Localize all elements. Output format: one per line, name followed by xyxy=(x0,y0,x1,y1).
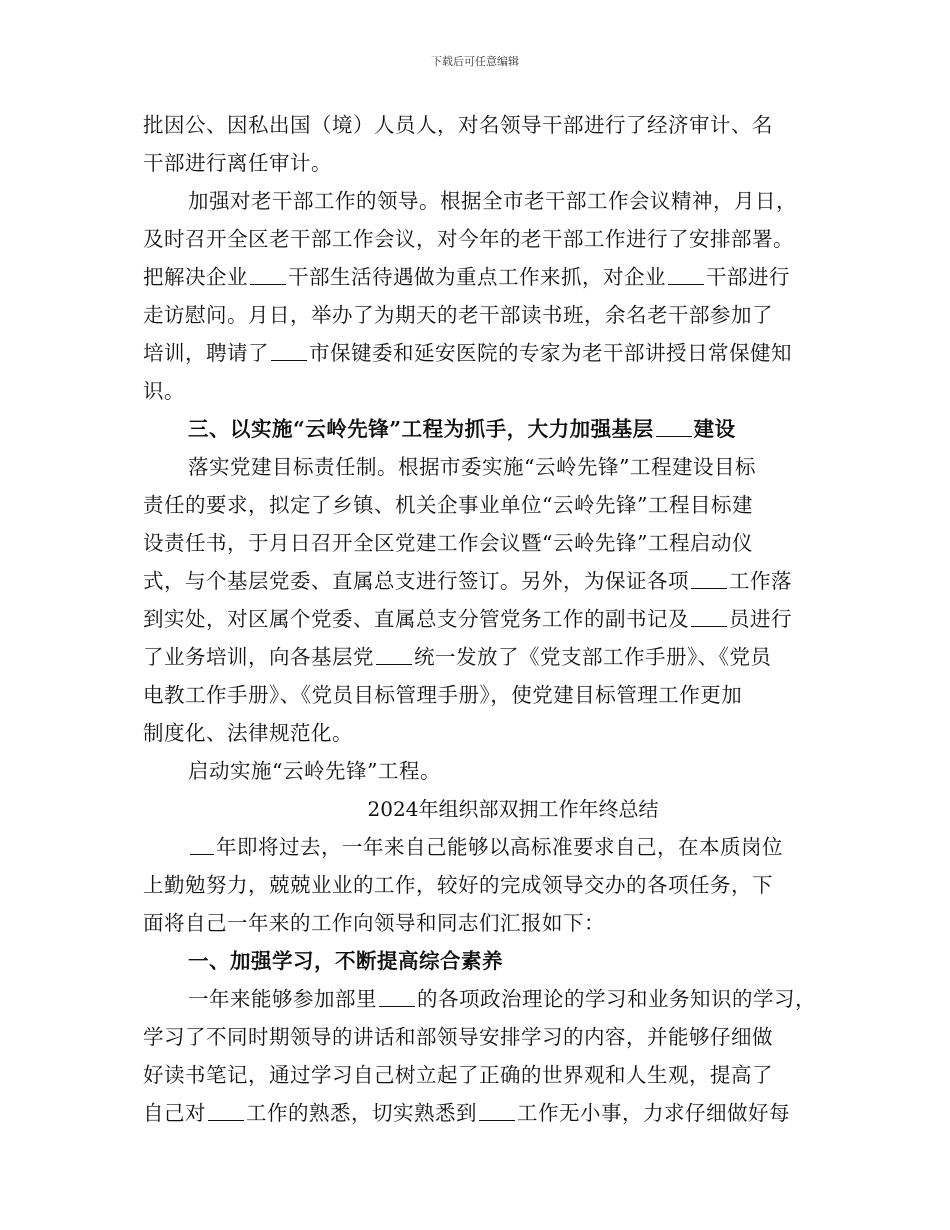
text-line xyxy=(143,182,823,220)
text-line xyxy=(143,904,823,942)
text-segment: 员进行 xyxy=(729,607,792,631)
text-segment: 批因公、因私出国（境）人员人，对名领导干部进行了经济审计、名 xyxy=(143,113,773,137)
fill-blank xyxy=(691,570,727,589)
text-segment: 式，与个基层党委、直属总支进行签订。另外，为保证各项 xyxy=(143,569,689,593)
fill-blank xyxy=(379,988,415,1007)
page-header-note: 下载后可任意编辑 xyxy=(431,55,519,68)
document-body xyxy=(143,106,823,1132)
text-segment: 年即将过去，一年来自己能够以高标准要求自己，在本质岗位 xyxy=(216,835,783,859)
text-segment: 加强对老干部工作的领导。根据全市老干部工作会议精神，月日， xyxy=(188,189,797,213)
fill-blank xyxy=(271,342,307,361)
text-segment: 制度化、法律规范化。 xyxy=(143,721,353,745)
text-line xyxy=(143,828,823,866)
text-line xyxy=(143,676,823,714)
text-segment: 一年来能够参加部里 xyxy=(188,987,377,1011)
text-segment: 好读书笔记，通过学习自己树立起了正确的世界观和人生观，提高了 xyxy=(143,1063,773,1087)
section-heading xyxy=(143,410,823,448)
document-title: 2024年组织部双拥工作年终总结 xyxy=(367,797,659,821)
text-line xyxy=(143,106,823,144)
text-line xyxy=(143,1056,823,1094)
text-line xyxy=(143,866,823,904)
text-segment: 工作无小事，力求仔细做好每 xyxy=(517,1101,790,1125)
text-segment: 干部进行 xyxy=(706,265,790,289)
text-segment: 建设 xyxy=(693,417,736,441)
text-line xyxy=(143,562,823,600)
text-line xyxy=(143,372,823,410)
text-line xyxy=(143,296,823,334)
text-segment: 落实党建目标责任制。根据市委实施“云岭先锋”工程建设目标 xyxy=(188,455,756,479)
text-line xyxy=(143,334,823,372)
text-segment: 干部生活待遇做为重点工作来抓，对企业 xyxy=(288,265,666,289)
fill-blank xyxy=(668,266,704,285)
fill-blank xyxy=(376,646,412,665)
text-segment: 三、以实施“云岭先锋”工程为抓手，大力加强基层 xyxy=(188,417,654,441)
text-segment: 统一发放了《党支部工作手册》、《党员 xyxy=(414,645,772,669)
text-segment: 电教工作手册》、《党员目标管理手册》，使党建目标管理工作更加 xyxy=(143,683,743,707)
text-line xyxy=(143,448,823,486)
text-line xyxy=(143,638,823,676)
text-segment: 干部进行离任审计。 xyxy=(143,151,332,175)
text-line xyxy=(143,144,823,182)
text-segment: 启动实施“云岭先锋”工程。 xyxy=(188,759,441,783)
text-line xyxy=(143,714,823,752)
fill-blank xyxy=(250,266,286,285)
text-segment: 识。 xyxy=(143,379,185,403)
text-segment: 设责任书，于月日召开全区党建工作会议暨“云岭先锋”工程启动仪 xyxy=(143,531,753,555)
text-line xyxy=(143,1018,823,1056)
section-heading: 一、加强学习，不断提高综合素养 xyxy=(188,949,503,973)
text-line xyxy=(143,1094,823,1132)
text-segment: 学习了不同时期领导的讲话和部领导安排学习的内容，并能够仔细做 xyxy=(143,1025,773,1049)
text-segment: 市保键委和延安医院的专家为老干部讲授日常保健知 xyxy=(309,341,792,365)
text-line xyxy=(143,524,823,562)
text-line xyxy=(143,752,823,790)
text-segment: 及时召开全区老干部工作会议，对今年的老干部工作进行了安排部署。 xyxy=(143,227,794,251)
text-segment: 工作落 xyxy=(729,569,792,593)
text-line xyxy=(143,258,823,296)
text-segment: 到实处，对区属个党委、直属总支分管党务工作的副书记及 xyxy=(143,607,689,631)
text-segment: 责任的要求，拟定了乡镇、机关企事业单位“云岭先锋”工程目标建 xyxy=(143,493,753,517)
fill-blank xyxy=(208,1102,244,1121)
text-segment: 上勤勉努力，兢兢业业的工作，较好的完成领导交办的各项任务，下 xyxy=(143,873,773,897)
text-segment: 走访慰问。月日，举办了为期天的老干部读书班，余名老干部参加了 xyxy=(143,303,773,327)
text-line xyxy=(143,220,823,258)
fill-blank xyxy=(190,836,214,855)
text-segment: 自己对 xyxy=(143,1101,206,1125)
text-segment: 的各项政治理论的学习和业务知识的学习， xyxy=(417,987,816,1011)
fill-blank xyxy=(691,608,727,627)
text-segment: 工作的熟悉，切实熟悉到 xyxy=(246,1101,477,1125)
text-segment: 培训，聘请了 xyxy=(143,341,269,365)
text-segment: 了业务培训，向各基层党 xyxy=(143,645,374,669)
fill-blank xyxy=(656,418,692,437)
fill-blank xyxy=(479,1102,515,1121)
text-line xyxy=(143,486,823,524)
text-line xyxy=(143,980,823,1018)
text-segment: 把解决企业 xyxy=(143,265,248,289)
text-line xyxy=(143,600,823,638)
text-segment: 面将自己一年来的工作向领导和同志们汇报如下： xyxy=(143,911,605,935)
